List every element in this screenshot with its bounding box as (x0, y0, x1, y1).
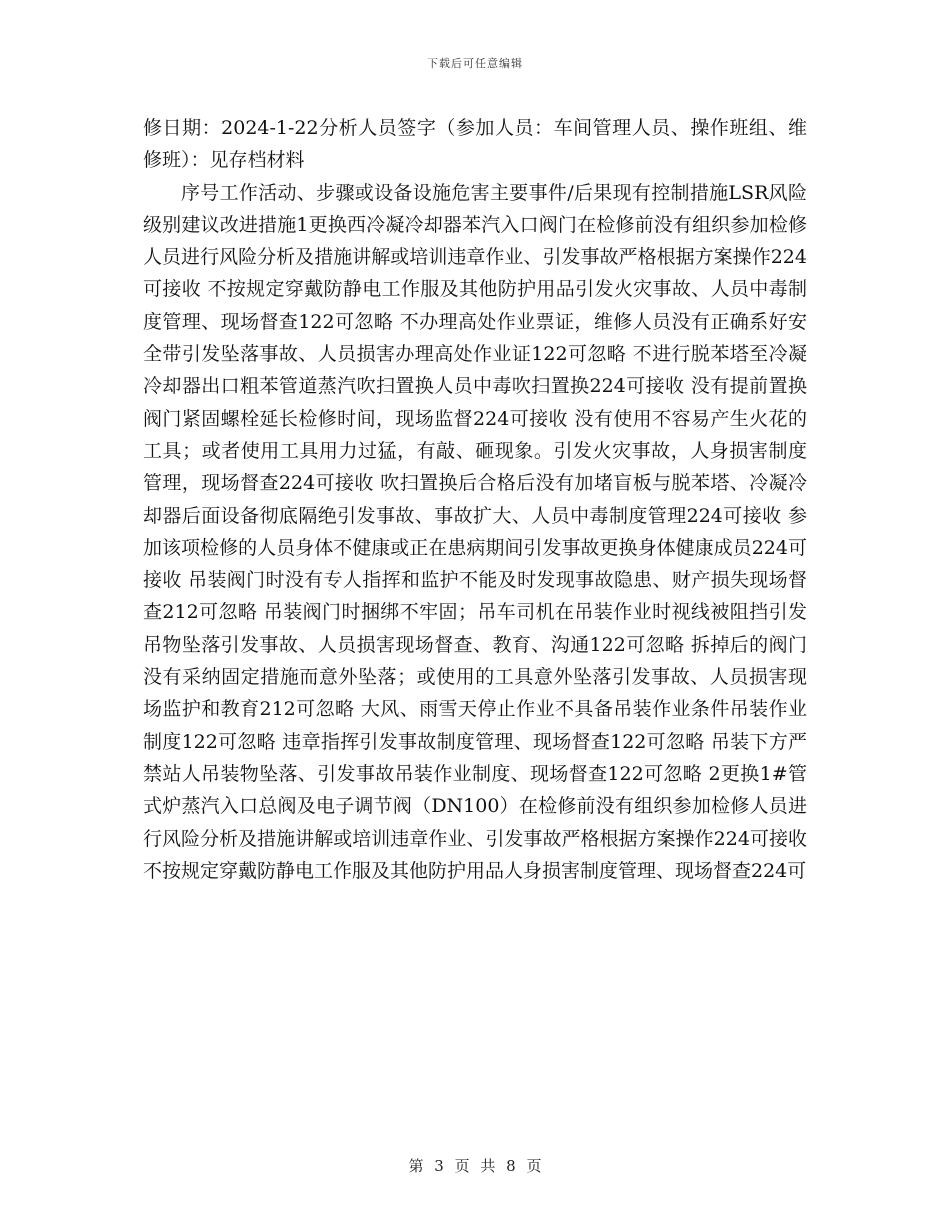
paragraph-risk-table-text: 序号工作活动、步骤或设备设施危害主要事件/后果现有控制措施LSR风险级别建议改进措施1更换西冷凝冷却器苯汽入口阀门在检修前没有组织参加检修人员进行风险分析及措施讲解或培训违章作业、引发事故严格根据方案操作224可接收 不按规定穿戴防静电工作服及其他防护用品引发火灾事故、人员中毒制度管理、现场督查122可忽略 不办理高处作业票证，维修人员没有正确系好安全带引发坠落事故、人员损害办理高处作业证122可忽略 不进行脱苯塔至冷凝冷却器出口粗苯管道蒸汽吹扫置换人员中毒吹扫置换224可接收 没有提前置换阀门紧固螺栓延长检修时间，现场监督224可接收 没有使用不容易产生火花的工具；或者使用工具用力过猛，有敲、砸现象。引发火灾事故，人身损害制度管理，现场督查224可接收 吹扫置换后合格后没有加堵盲板与脱苯塔、冷凝冷却器后面设备彻底隔绝引发事故、事故扩大、人员中毒制度管理224可接收 参加该项检修的人员身体不健康或正在患病期间引发事故更换身体健康成员224可接收 吊装阀门时没有专人指挥和监护不能及时发现事故隐患、财产损失现场督查212可忽略 吊装阀门时捆绑不牢固；吊车司机在吊装作业时视线被阻挡引发吊物坠落引发事故、人员损害现场督查、教育、沟通122可忽略 拆掉后的阀门没有采纳固定措施而意外坠落；或使用的工具意外坠落引发事故、人员损害现场监护和教育212可忽略 大风、雨雪天停止作业不具备吊装作业条件吊装作业制度122可忽略 违章指挥引发事故制度管理、现场督查122可忽略 吊装下方严禁站人吊装物坠落、引发事故吊装作业制度、现场督查122可忽略 2更换1#管式炉蒸汽入口总阀及电子调节阀（DN100）在检修前没有组织参加检修人员进行风险分析及措施讲解或培训违章作业、引发事故严格根据方案操作224可接收 不按规定穿戴防静电工作服及其他防护用品人身损害制度管理、现场督查224可 (143, 181, 807, 882)
page-number: 第 3 页 共 8 页 (408, 1157, 542, 1175)
document-body (143, 112, 807, 887)
header-note: 下载后可任意编辑 (427, 57, 523, 70)
paragraph-analysis-info: 修日期：2024-1-22分析人员签字（参加人员：车间管理人员、操作班组、维修班）：见存档材料 (143, 117, 807, 172)
